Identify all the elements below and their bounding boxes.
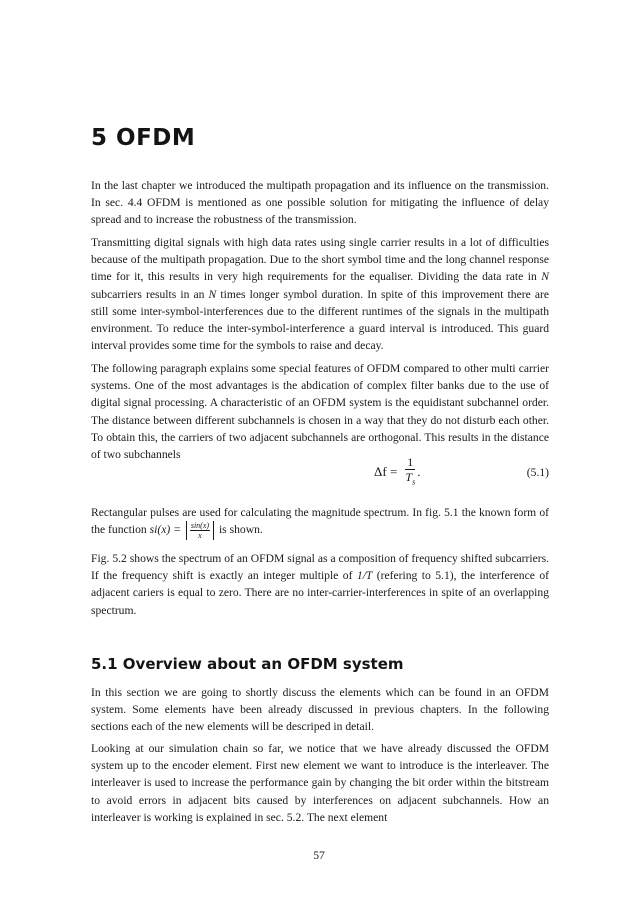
paragraph-intro: In the last chapter we introduced the multipath propagation and its influence on the transmission. In sec. 4.4 OFDM is mentioned as one possible solution for mitigating the influence of delay spread and to increase the robustness of the transmission. bbox=[91, 179, 549, 227]
equation-denominator bbox=[405, 470, 415, 489]
equation-numerator: 1 bbox=[407, 454, 414, 469]
denominator-symbol: T bbox=[405, 469, 413, 484]
paragraph-features: The following paragraph explains some special features of OFDM compared to other multi carrier systems. One of the most advantages is the abdication of complex filter banks due to the use of digital signal processing. A characteristic of an OFDM system is the equidistant subchannel order. The distance between different subchannels is chosen in a way that they do not disturb each other. To obtain this, the carriers of two adjacent subchannels are orthogonal. This results in the distance of two subchannels bbox=[91, 362, 549, 462]
paragraph-text: (refering to 5.1), the interference of adjacent cariers is equal to zero. There are no inter-carrier-interferences in spite of an overlapping spectrum. bbox=[91, 569, 549, 617]
paragraph-text: is shown. bbox=[216, 523, 263, 537]
paragraph-simulation-chain: Looking at our simulation chain so far, we notice that we have already discussed the OFDM system up to the encoder element. First new element we want to introduce is the interleaver. The interleaver is used to increase the performance gain by changing the bit order within the bitstream to avoid errors in adjacent bits caused by interferences on adjacent subchannels. How an interleaver is working is explained in sec. 5.2. The next element bbox=[91, 742, 549, 824]
page-number: 57 bbox=[313, 849, 325, 862]
paragraph-text: Rectangular pulses are used for calculating the magnitude spectrum. In fig. 5.1 the known form of the function bbox=[91, 506, 549, 537]
math-expression: 1/T bbox=[356, 569, 373, 583]
inline-denominator: x bbox=[198, 531, 202, 541]
equation-period: . bbox=[417, 464, 421, 479]
paragraph-text: subcarriers results in an bbox=[91, 287, 209, 301]
math-variable: N bbox=[208, 287, 217, 301]
inline-numerator: sin(x) bbox=[190, 521, 210, 531]
paragraph-text: Fig. 5.2 shows the spectrum of an OFDM signal as a composition of frequency shifted subcarriers. If the frequency shift is exactly an integer multiple of bbox=[91, 552, 549, 583]
paragraph-multipath bbox=[91, 234, 549, 354]
equation-5-1 bbox=[91, 454, 549, 490]
math-function: si(x) = bbox=[149, 523, 181, 537]
inline-fraction bbox=[186, 521, 214, 540]
denominator-subscript: s bbox=[412, 477, 416, 487]
paragraph-text: times longer symbol duration. In spite of this improvement there are still some inter-symbol-interferences due to the different runtimes of the signals in the multipath environment. To reduce the inter-symbol-interference a guard interval is introduced. This guard interval provides some time for the symbols to raise and decay. bbox=[91, 287, 549, 353]
equation-fraction bbox=[405, 455, 415, 489]
equation-lhs: Δf = bbox=[374, 464, 398, 479]
paragraph-spectrum bbox=[91, 550, 549, 619]
chapter-title: 5 OFDM bbox=[91, 125, 196, 151]
equation-number: (5.1) bbox=[526, 465, 549, 479]
section-title: 5.1 Overview about an OFDM system bbox=[91, 655, 404, 673]
paragraph-rectangular-pulses bbox=[91, 504, 549, 540]
equation-body bbox=[374, 454, 421, 490]
paragraph-text: Transmitting digital signals with high data rates using single carrier results in a lot of difficulties because of the multipath propagation. Due to the short symbol time and the long channel response time for it, this results in very high requirements for the equaliser. Dividing the data rate in bbox=[91, 236, 549, 284]
paragraph-overview: In this section we are going to shortly discuss the elements which can be found in an OFDM system. Some elements have been already discussed in previous chapters. In the following sections each of the new elements will be descriped in detail. bbox=[91, 686, 549, 734]
math-variable: N bbox=[541, 270, 549, 284]
